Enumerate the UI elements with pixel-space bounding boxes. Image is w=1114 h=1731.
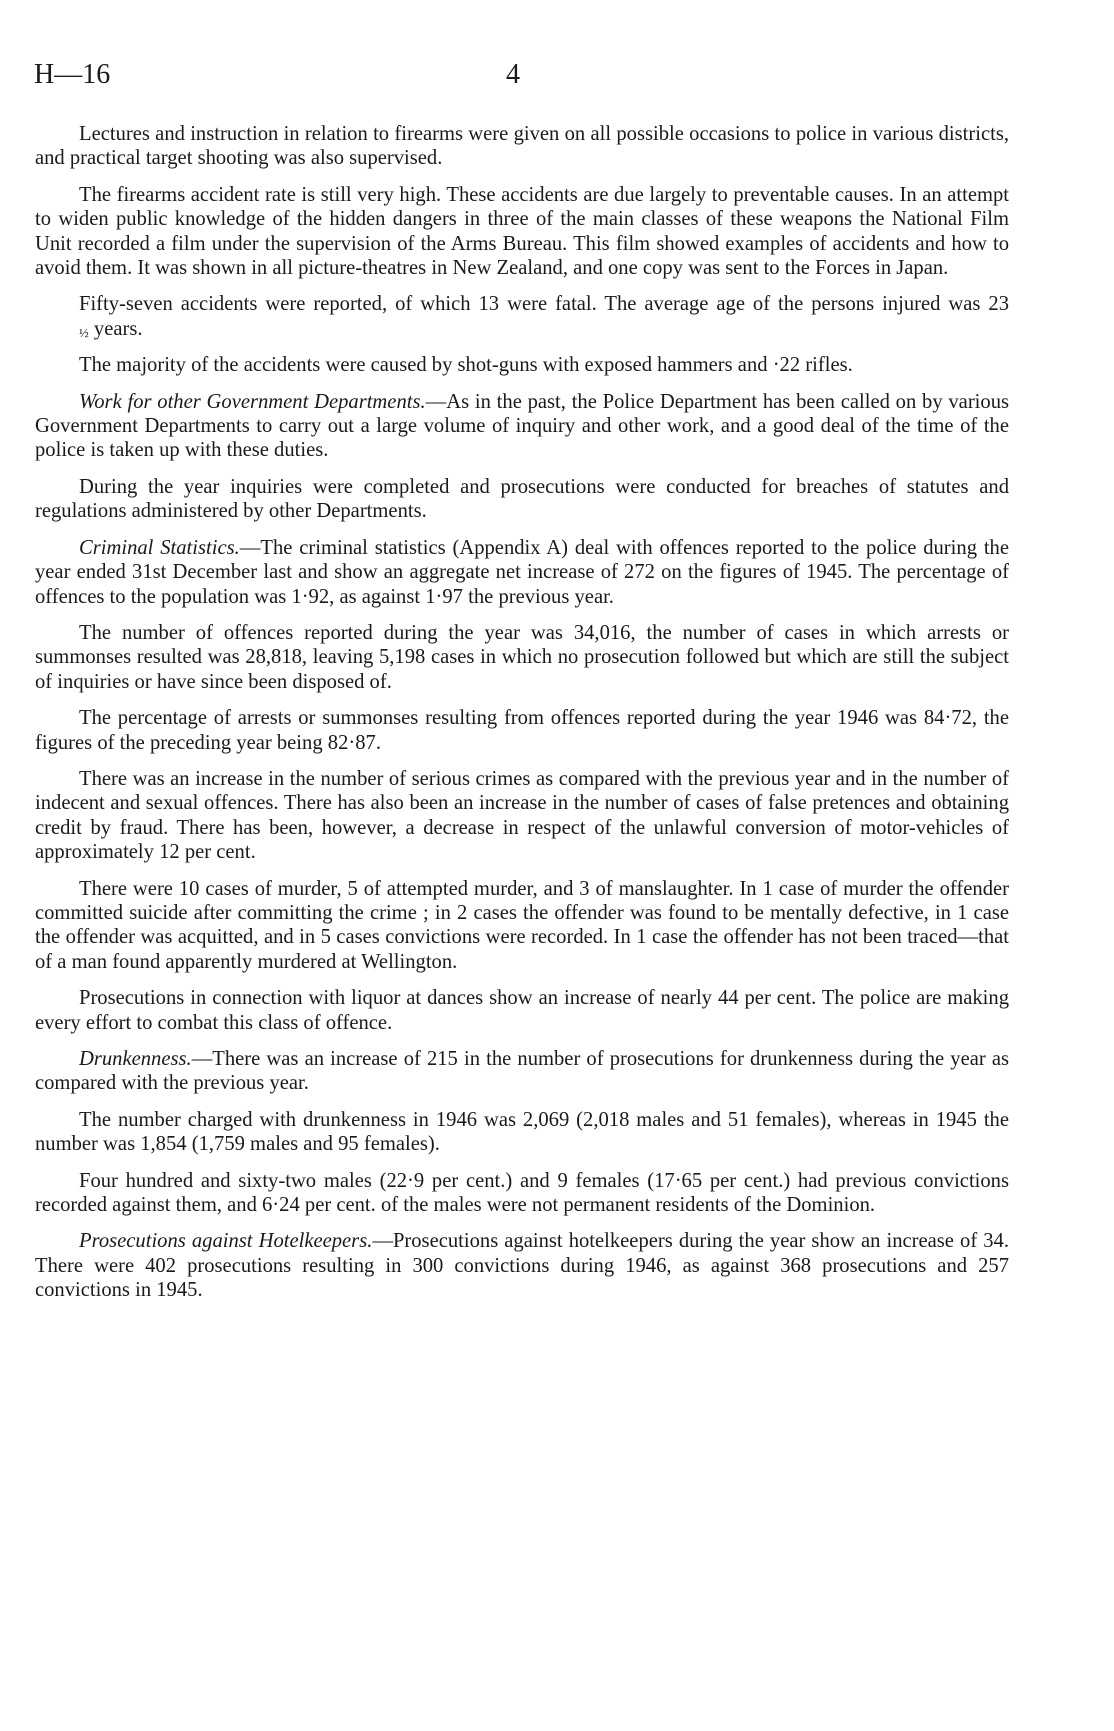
paragraph-murder-cases: [35, 877, 1009, 975]
section-prosecutions-against-hotelkeepers: [35, 1229, 1009, 1302]
paragraph-text: —As in the past, the Police Department has been called on by various Government Departments to carry out a large volume of inquiry and other work, and a good deal of the time of the police is taken up with these duties.: [35, 390, 1010, 462]
paragraph-text-tail: years.: [88, 317, 143, 340]
paragraph-firearms-accident-rate: [35, 183, 1009, 281]
paragraph-text: Prosecutions in connection with liquor at dances show an increase of nearly 44 per cent. The police are making every effort to combat this class of offence.: [35, 987, 1009, 1034]
paragraph-text: Fifty-seven accidents were reported, of which 13 were fatal. The average age of the persons injured was 23: [79, 293, 1009, 316]
paragraph-offences-reported: [35, 621, 1009, 694]
document-reference: H—16: [34, 59, 111, 90]
paragraph-text: Lectures and instruction in relation to firearms were given on all possible occasions to police in various districts, and practical target shooting was also supervised.: [35, 123, 1009, 170]
section-heading: Prosecutions against Hotelkeepers.: [79, 1230, 373, 1253]
paragraph-text: —There was an increase of 215 in the number of prosecutions for drunkenness during the year as compared with the previous year.: [35, 1048, 1009, 1095]
paragraph-previous-convictions: [35, 1169, 1009, 1218]
paragraph-arrest-percentage: [35, 706, 1009, 755]
section-heading: Criminal Statistics.: [79, 536, 240, 559]
paragraph-text: The number charged with drunkenness in 1946 was 2,069 (2,018 males and 51 females), whereas in 1945 the number was 1,854 (1,759 males and 95 females).: [35, 1108, 1009, 1156]
paragraph-text: The percentage of arrests or summonses resulting from offences reported during the year 1946 was 84·72, the figures of the preceding year being 82·87.: [35, 707, 1009, 754]
section-drunkenness: [35, 1047, 1009, 1096]
report-body: [35, 122, 1009, 1315]
section-work-for-other-departments: [35, 390, 1009, 463]
paragraph-liquor-at-dances: [35, 986, 1009, 1035]
paragraph-firearms-lectures: [35, 122, 1009, 171]
paragraph-serious-crimes: [35, 767, 1009, 865]
paragraph-drunkenness-numbers: [35, 1108, 1009, 1157]
paragraph-text: During the year inquiries were completed and prosecutions were conducted for breaches of statutes and regulations administered by other Departments.: [35, 475, 1009, 523]
section-criminal-statistics: [35, 536, 1009, 609]
section-heading: Drunkenness.: [79, 1048, 192, 1070]
paragraph-text: —Prosecutions against hotelkeepers during the year show an increase of 34. There were 402 prosecutions resulting in 300 convictions during 1946, as against 368 prosecutions and 257 convictions in 1945.: [35, 1230, 1009, 1302]
paragraph-text: The number of offences reported during the year was 34,016, the number of cases in which arrests or summonses resulted was 28,818, leaving 5,198 cases in which no prosecution followed but which are still the subject of inquiries or have since been disposed of.: [35, 621, 1009, 693]
paragraph-text: There were 10 cases of murder, 5 of attempted murder, and 3 of manslaughter. In 1 case of murder the offender committed suicide after committing the crime ; in 2 cases the offender was found to be mentally defective, in 1 case the offender was acquitted, and in 5 cases convictions were recorded. In 1 case the offender has not been traced—that of a man found apparently murdered at Wellington.: [35, 877, 1009, 973]
page-number: 4: [506, 59, 520, 90]
paragraph-text: —The criminal statistics (Appendix A) deal with offences reported to the police during the year ended 31st December last and show an aggregate net increase of 272 on the figures of 1945. The percentage of offences to the population was 1·92, as against 1·97 the previous year.: [35, 536, 1009, 608]
paragraph-firearms-accidents-reported: [35, 292, 1009, 341]
paragraph-text: Four hundred and sixty-two males (22·9 per cent.) and 9 females (17·65 per cent.) had previous convictions recorded against them, and 6·24 per cent. of the males were not permanent residents of the Dominion.: [35, 1169, 1009, 1217]
paragraph-text: There was an increase in the number of serious crimes as compared with the previous year and in the number of indecent and sexual offences. There has also been an increase in the number of cases of false pretences and obtaining credit by fraud. There has been, however, a decrease in respect of the unlawful conversion of motor-vehicles of approximately 12 per cent.: [35, 767, 1009, 864]
paragraph-text: The firearms accident rate is still very high. These accidents are due largely to preventable causes. In an attempt to widen public knowledge of the hidden dangers in three of the main classes of these weapons the National Film Unit recorded a film under the supervision of the Arms Bureau. This film showed examples of accidents and how to avoid them. It was shown in all picture-theatres in New Zealand, and one copy was sent to the Forces in Japan.: [35, 183, 1009, 280]
fraction-half: ½: [79, 324, 89, 340]
section-heading: Work for other Government Departments.: [79, 390, 426, 413]
paragraph-accident-causes: [35, 353, 1009, 377]
page-header: [34, 55, 1014, 95]
paragraph-inquiries-prosecutions: [35, 475, 1009, 524]
paragraph-text: The majority of the accidents were caused by shot-guns with exposed hammers and ·22 rifles.: [79, 354, 853, 377]
